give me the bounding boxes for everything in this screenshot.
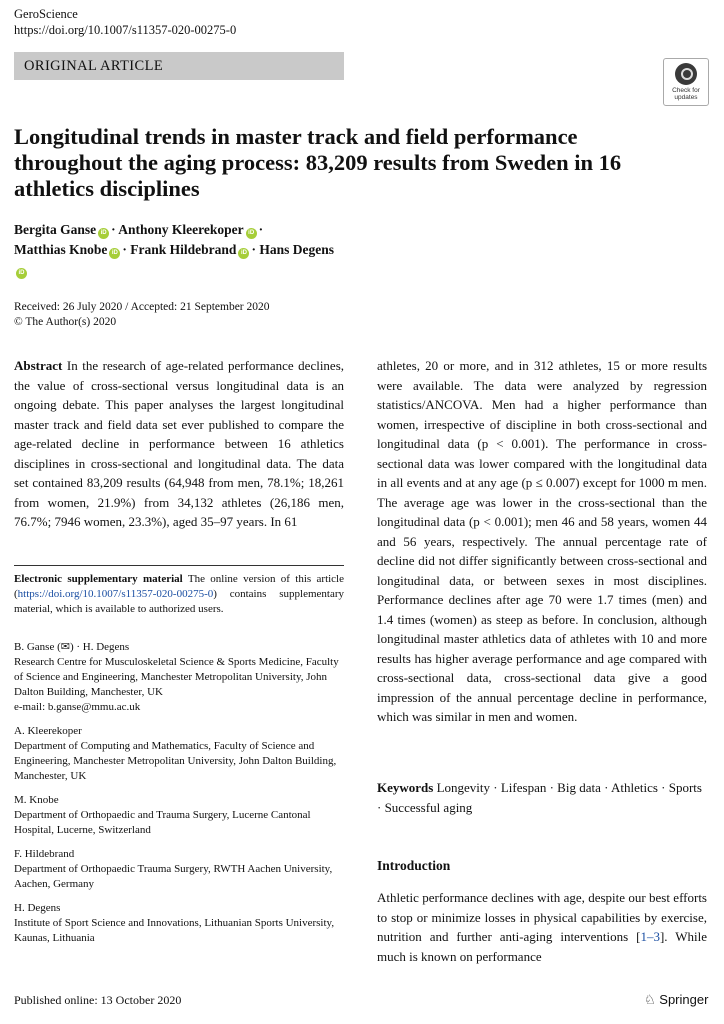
orcid-icon[interactable]: iD — [238, 248, 249, 259]
esm-label: Electronic supplementary material — [14, 573, 183, 585]
esm-text-after: ) contains supplementary material, which is available to authorized users. — [14, 588, 344, 615]
check-for-updates-badge[interactable] — [663, 58, 709, 106]
orcid-icon[interactable]: iD — [16, 268, 27, 279]
publisher-name: Springer — [659, 992, 709, 1007]
affiliation-text: Department of Orthopaedic Trauma Surgery, RWTH Aachen University, Aachen, Germany — [14, 863, 333, 890]
paper-title: Longitudinal trends in master track and field performance throughout the aging process: 83,209 results from Sweden in 16 athletics disciplines — [14, 124, 622, 201]
publisher-logo[interactable] — [644, 992, 708, 1008]
supplementary-note — [14, 572, 344, 617]
citation-link[interactable]: 1–3 — [640, 929, 660, 944]
orcid-icon[interactable]: iD — [98, 228, 109, 239]
check-updates-icon — [675, 63, 697, 85]
author-name[interactable]: Hans Degens — [259, 242, 334, 257]
affiliation-authors: F. Hildebrand — [14, 848, 75, 860]
article-dates — [14, 300, 270, 330]
abstract-column-2: athletes, 20 or more, and in 312 athletes, 15 or more results were available. The data were analyzed by regression statistics/ANCOVA. Men had a higher performance than women, irrespective of discipline in both cross-sectional and longitudinal data (p < 0.001). The performance in cross-sectional data was lower compared with the longitudinal data in all events and at any age (p ≤ 0.007) except for 1000 m men. The average age was lower in the cross-sectional than the longitudinal data (p < 0.001); men 46 and 58 years, women 44 and 56 years, respectively. The annual percentage rate of decline did not differ significantly between cross-sectional and longitudinal data, or between sexes in most disciplines. Performance declines after age 70 were 1.7 times (men) and 1.4 times (women) as steep as before. In conclusion, although longitudinal master athletics data of athletes with 10 and more results has higher average performance and age compared with cross-sectional data, cross-sectional data give a good impression of the annual percentage decline in performance, which was similar in men and women. — [377, 358, 707, 724]
published-online: Published online: 13 October 2020 — [14, 993, 182, 1007]
keywords — [377, 778, 707, 817]
orcid-icon[interactable]: iD — [109, 248, 120, 259]
affiliation-authors: B. Ganse (✉) · H. Degens — [14, 641, 130, 653]
introduction-text — [377, 888, 707, 966]
affiliation-block — [14, 793, 344, 838]
received-accepted: Received: 26 July 2020 / Accepted: 21 September 2020 — [14, 301, 270, 313]
affiliations — [14, 640, 344, 955]
author-list — [14, 220, 344, 280]
affiliation-authors: M. Knobe — [14, 794, 59, 806]
author-name[interactable]: Matthias Knobe — [14, 242, 108, 257]
corresponding-email[interactable]: e-mail: b.ganse@mmu.ac.uk — [14, 701, 141, 713]
copyright: © The Author(s) 2020 — [14, 316, 117, 328]
affiliation-authors: H. Degens — [14, 902, 61, 914]
keywords-label: Keywords — [377, 780, 434, 795]
author-separator: · — [258, 222, 264, 237]
affiliation-authors: A. Kleerekoper — [14, 725, 82, 737]
intro-text-before: Athletic performance declines with age, despite our best efforts to stop or minimize losses in physical capabilities by exercise, nutrition and further anti-aging interventions [ — [377, 890, 707, 944]
abstract-label: Abstract — [14, 358, 63, 373]
affiliation-block — [14, 901, 344, 946]
springer-horse-icon: ♘ — [644, 992, 656, 1007]
affiliation-block — [14, 724, 344, 784]
section-heading-introduction: Introduction — [377, 858, 451, 873]
affiliation-text: Department of Computing and Mathematics, Faculty of Science and Engineering, Manchester Metropolitan University, John Dalton Building, Manchester, UK — [14, 740, 337, 782]
check-updates-label: Check for updates — [672, 87, 700, 101]
abstract-text-1: In the research of age-related performance declines, the value of cross-sectional versus longitudinal data is an ongoing debate. This paper analyses the largest longitudinal master track and field data set ever published to compare the age-related decline in performance between 16 athletics disciplines in cross-sectional and longitudinal data. The data set contained 83,209 results (64,948 from men, 78.1%; 18,261 from women, 21.9%) from 34,132 athletes (26,186 men, 76.7%; 7946 women, 23.3%), aged 35–97 years. In 61 — [14, 358, 345, 529]
journal-name: GeroScience — [14, 7, 78, 21]
author-name[interactable]: Anthony Kleerekoper — [118, 222, 244, 237]
author-name[interactable]: Bergita Ganse — [14, 222, 97, 237]
affiliation-text: Department of Orthopaedic and Trauma Surgery, Lucerne Cantonal Hospital, Lucerne, Switzerland — [14, 809, 311, 836]
orcid-icon[interactable]: iD — [246, 228, 257, 239]
esm-link[interactable]: https://doi.org/10.1007/s11357-020-00275-0 — [17, 588, 214, 600]
keywords-list: Longevity · Lifespan · Big data · Athletics · Sports · Successful aging — [377, 780, 702, 815]
intro-text-after: ]. While much is known on performance — [377, 929, 708, 964]
esm-text-before: The online version of this article ( — [14, 573, 344, 600]
doi-link[interactable]: https://doi.org/10.1007/s11357-020-00275-0 — [14, 23, 237, 37]
affiliation-text: Institute of Sport Science and Innovations, Lithuanian Sports University, Kaunas, Lithuania — [14, 917, 335, 944]
footnote-divider — [14, 565, 344, 566]
article-type-banner: ORIGINAL ARTICLE — [14, 52, 344, 80]
affiliation-block — [14, 640, 344, 715]
abstract-column-1 — [14, 356, 344, 532]
author-separator: · — [122, 242, 127, 257]
author-separator: · — [111, 222, 116, 237]
affiliation-text: Research Centre for Musculoskeletal Science & Sports Medicine, Faculty of Science and Engineering, Manchester Metropolitan University, John Dalton Building, Manchester, UK — [14, 656, 339, 698]
author-name[interactable]: Frank Hildebrand — [130, 242, 237, 257]
journal-header — [14, 6, 236, 38]
author-separator: · — [251, 242, 256, 257]
affiliation-block — [14, 847, 344, 892]
